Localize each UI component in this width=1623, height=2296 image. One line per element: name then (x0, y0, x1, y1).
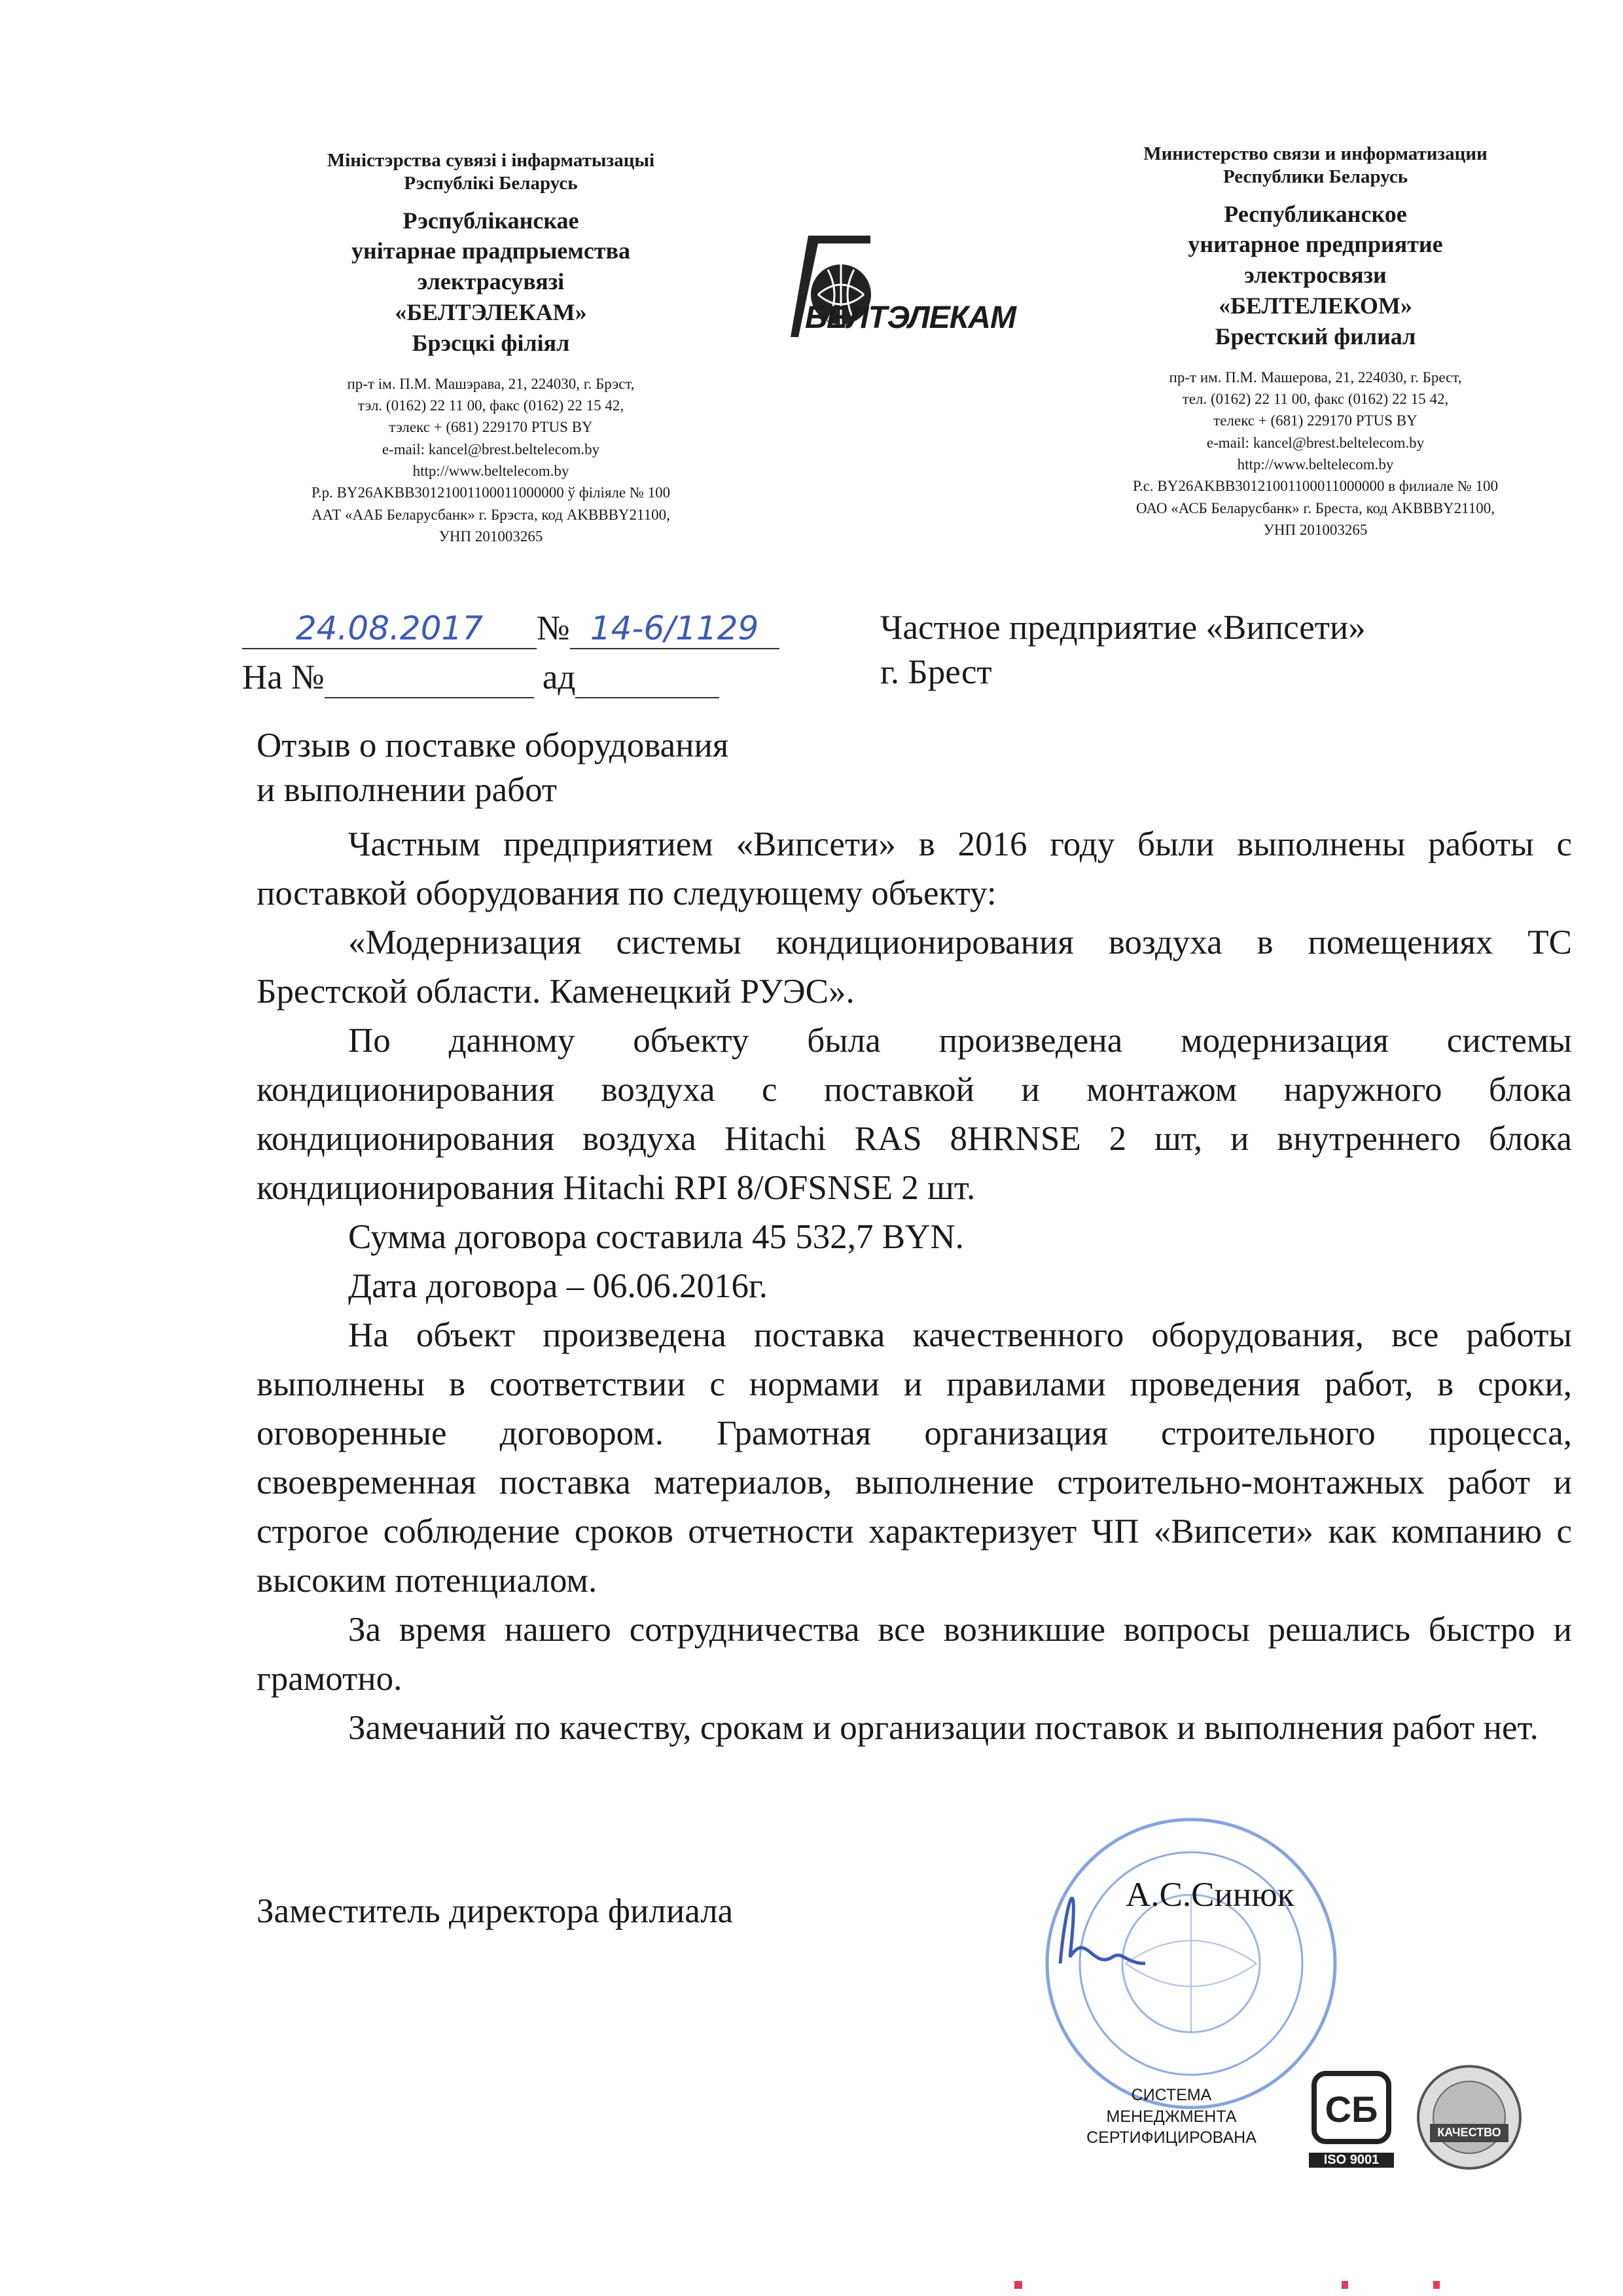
addressee-line: г. Брест (880, 653, 992, 691)
org-line: «БЕЛТЕЛЕКОМ» (1219, 292, 1412, 319)
addressee-line: Частное предприятие «Випсети» (880, 609, 1366, 647)
scan-mark (1433, 2281, 1440, 2289)
body-paragraph: Дата договора – 06.06.2016г. (348, 1267, 768, 1305)
ministry-name-ru (1080, 143, 1551, 188)
address-line: УНП 201003265 (438, 528, 543, 545)
iso-label: ISO 9001 (1309, 2153, 1394, 2168)
address-line: http://www.beltelecom.by (1237, 456, 1394, 473)
address-line: ОАО «АСБ Беларусбанк» г. Бреста, код AKBBBY21100, (1135, 499, 1495, 516)
handwritten-date: 24.08.2017 (295, 609, 484, 647)
body-paragraph: На объект произведена поставка качественного оборудования, все работы выполнены в соответствии с нормами и правилами проведения работ, в сроки, оговоренные договором. Грамотная организация строительного процесса, своевременная поставка материалов, выполнение строительно-монтажных работ и строгое соблюдение сроков отчетности характеризует ЧП «Випсети» как компанию с высоким потенциалом. (257, 1316, 1572, 1600)
address-line: пр-т ім. П.М. Машэрава, 21, 224030, г. Брэст, (347, 375, 635, 392)
address-block-by (275, 373, 707, 548)
body-paragraph: «Модернизация системы кондиционирования воздуха в помещениях ТС Брестской области. Каменецкий РУЭС». (257, 924, 1572, 1011)
address-line: e-mail: kancel@brest.beltelecom.by (1206, 434, 1425, 451)
organization-name-by (275, 206, 707, 359)
body-paragraph: Частным предприятием «Випсети» в 2016 году были выполнены работы с поставкой оборудования по следующему объекту: (257, 825, 1572, 912)
address-line: УНП 201003265 (1263, 521, 1368, 538)
address-line: пр-т им. П.М. Машерова, 21, 224030, г. Брест, (1169, 368, 1462, 386)
quality-award-badge (1414, 2062, 1525, 2173)
header-left (275, 149, 707, 547)
org-line: унітарнае прадпрыемства (351, 238, 631, 264)
address-line: тел. (0162) 22 11 00, факс (0162) 22 15 42, (1182, 390, 1449, 407)
org-line: Брестский филиал (1215, 323, 1416, 350)
address-line: Р.с. BY26AKBB30121001100011000000 в филиале № 100 (1133, 478, 1498, 495)
svg-text:СБ: СБ (1325, 2089, 1378, 2130)
org-line: Рэспубліканскае (402, 207, 579, 234)
address-line: http://www.beltelecom.by (412, 462, 569, 479)
org-line: электросвязи (1244, 262, 1387, 289)
reply-number-field (325, 658, 534, 698)
signer-position: Заместитель директора филиала (257, 1892, 734, 1930)
reference-line (242, 609, 779, 649)
body-paragraph: Замечаний по качеству, срокам и организации поставок и выполнения работ нет. (348, 1709, 1539, 1747)
address-block-ru (1080, 367, 1551, 541)
number-label: № (537, 609, 570, 647)
certification-line: МЕНЕДЖМЕНТА (1106, 2107, 1237, 2126)
reply-reference-line (242, 658, 719, 698)
signer-name: А.С.Синюк (1126, 1876, 1294, 1914)
org-line: электрасувязі (417, 268, 565, 295)
quality-medal-icon (1414, 2062, 1525, 2173)
organization-name-ru (1080, 199, 1551, 352)
ministry-line: Республики Беларусь (1222, 166, 1408, 187)
ministry-line: Министерство связи и информатизации (1143, 143, 1488, 164)
reply-date-field (575, 658, 719, 698)
number-field (570, 609, 779, 649)
logo-text: БЕЛТЭЛЕКАМ (805, 300, 1016, 335)
date-field (242, 609, 537, 649)
from-label: ад (542, 658, 576, 696)
org-line: Брэсцкі філіял (412, 329, 570, 356)
quality-label: КАЧЕСТВО (1437, 2126, 1501, 2139)
body-paragraph: Сумма договора составила 45 532,7 BYN. (348, 1218, 964, 1256)
addressee (880, 605, 1366, 694)
address-line: тэл. (0162) 22 11 00, факс (0162) 22 15 42, (357, 397, 624, 414)
ministry-line: Рэспублікі Беларусь (404, 172, 578, 194)
beltelecom-logo (779, 223, 1041, 340)
reply-label: На № (242, 658, 325, 696)
certification-line: СЕРТИФИЦИРОВАНА (1086, 2128, 1257, 2147)
subject-line: Отзыв о поставке оборудования (257, 726, 729, 764)
subject (257, 723, 728, 812)
stb-mark-icon (1309, 2068, 1394, 2147)
org-line: унитарное предприятие (1188, 231, 1443, 258)
header-right (1080, 143, 1551, 541)
ministry-name-by (275, 149, 707, 195)
scan-mark (1342, 2281, 1348, 2289)
subject-line: и выполнении работ (257, 771, 558, 809)
address-line: ААТ «ААБ Беларусбанк» г. Брэста, код AKBBBY21100, (312, 506, 670, 523)
body-paragraph: За время нашего сотрудничества все возникшие вопросы решались быстро и грамотно. (257, 1611, 1572, 1698)
certification-text (1073, 2085, 1270, 2149)
body-paragraph: По данному объекту была произведена модернизация системы кондиционирования воздуха с поставкой и монтажом наружного блока кондиционирования воздуха Hitachi RAS 8HRNSE 2 шт, и внутреннего блока кондиционирования Hitachi RPI 8/OFSNSE 2 шт. (257, 1022, 1572, 1207)
address-line: телекс + (681) 229170 PTUS BY (1213, 412, 1418, 429)
handwritten-number: 14-6/1129 (590, 609, 759, 647)
address-line: Р.р. BY26AKBB30121001100011000000 ў філіяле № 100 (311, 484, 671, 501)
ministry-line: Міністэрства сувязі і інфарматызацыі (327, 150, 655, 171)
address-line: тэлекс + (681) 229170 PTUS BY (389, 419, 593, 436)
iso-9001-logo (1309, 2068, 1394, 2173)
scan-mark (1014, 2281, 1022, 2289)
org-line: Республиканское (1224, 200, 1407, 227)
address-line: e-mail: kancel@brest.beltelecom.by (382, 440, 600, 457)
org-line: «БЕЛТЭЛЕКАМ» (395, 298, 587, 325)
certification-line: СИСТЕМА (1131, 2086, 1212, 2104)
